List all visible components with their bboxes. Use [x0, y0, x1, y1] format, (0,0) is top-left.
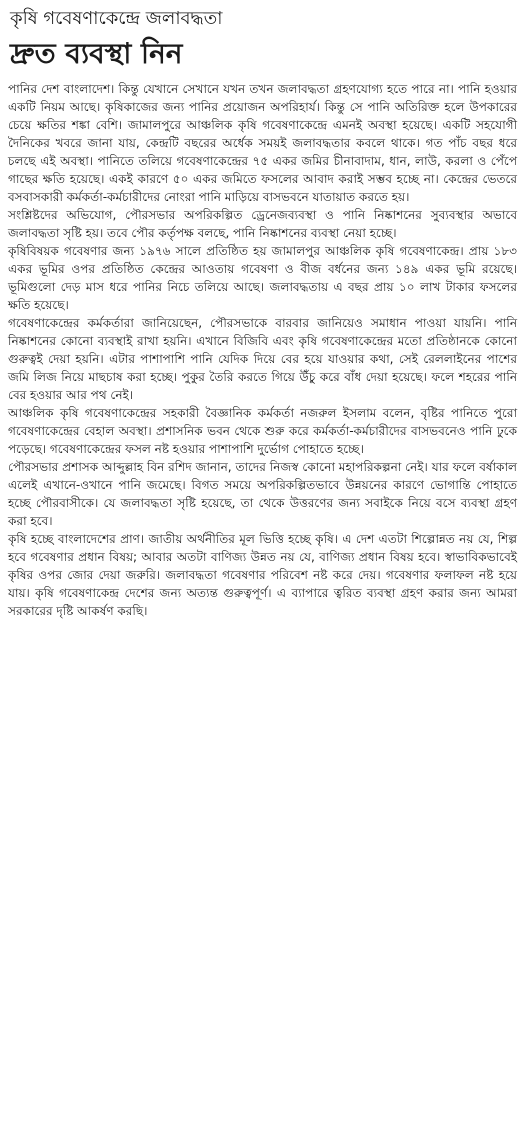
paragraph: পানির দেশ বাংলাদেশ। কিন্তু যেখানে সেখানে যখন তখন জলাবদ্ধতা গ্রহণযোগ্য হতে পারে না। পানি হওয়ার একটি নিয়ম আছে। কৃষিকাজের জন্য পানির প্রয়োজন অপরিহার্য। কিন্তু সে পানি অতিরিক্ত হলে উপকারের চেয়ে ক্ষতির শঙ্কা বেশি। জামালপুরে আঞ্চলিক কৃষি গবেষণাকেন্দ্রে এমনই অবস্থা হয়েছে। একটি সহযোগী দৈনিকের খবরে জানা যায়, কেন্দ্রটি বছরের অর্ধেক সময়ই জলাবদ্ধতার কবলে থাকে। গত পাঁচ বছর ধরে চলছে এই অবস্থা। পানিতে তলিয়ে গবেষণাকেন্দ্রের ৭৫ একর জমির চীনাবাদাম, ধান, লাউ, করলা ও পেঁপে গাছের ক্ষতি হয়েছে। একই কারণে ৫০ একর জমিতে ফসলের আবাদ করাই সম্ভব হচ্ছে না। কেন্দ্রের ভেতরে বসবাসকারী কর্মকর্তা-কর্মচারীদের নোংরা পানি মাড়িয়ে বাসভবনে যাতায়াত করতে হয়। [8, 82, 517, 204]
paragraph: গবেষণাকেন্দ্রের কর্মকর্তারা জানিয়েছেন, পৌরসভাকে বারবার জানিয়েও সমাধান পাওয়া যায়নি। পানি নিষ্কাশনের কোনো ব্যবস্থাই রাখা হয়নি। এখানে বিজিবি এবং কৃষি গবেষণাকেন্দ্রের মতো প্রতিষ্ঠানকে কোনো গুরুত্বই দেয়া হয়নি। এটার পাশাপাশি পানি যেদিক দিয়ে বের হয়ে যাওয়ার কথা, সেই রেললাইনের পাশের জমি লিজ নিয়ে মাছচাষ করা হচ্ছে। পুকুর তৈরি করতে গিয়ে উঁচু করে বাঁধ দেয়া হয়েছে। ফলে শহরের পানি বের হওয়ার আর পথ নেই। [8, 316, 517, 402]
paragraph: সংশ্লিষ্টদের অভিযোগ, পৌরসভার অপরিকল্পিত ড্রেনেজব্যবস্থা ও পানি নিষ্কাশনের সুব্যবস্থার অভাবে জলাবদ্ধতা সৃষ্টি হয়। তবে পৌর কর্তৃপক্ষ বলছে, পানি নিষ্কাশনের ব্যবস্থা নেয়া হচ্ছে। [8, 208, 517, 240]
headline-title: দ্রুত ব্যবস্থা নিন [10, 37, 183, 70]
paragraph: কৃষি হচ্ছে বাংলাদেশের প্রাণ। জাতীয় অর্থনীতির মূল ভিত্তি হচ্ছে কৃষি। এ দেশ এতটা শিল্পোন্নত নয় যে, শিল্প হবে গবেষণার প্রধান বিষয়; আবার অতটা বাণিজ্য উন্নত নয় যে, বাণিজ্য প্রধান বিষয় হবে। স্বাভাবিকভাবেই কৃষির ওপর জোর দেয়া জরুরি। জলাবদ্ধতা গবেষণার পরিবেশ নষ্ট করে দেয়। গবেষণার ফলাফল নষ্ট হয়ে যায়। কৃষি গবেষণাকেন্দ্র দেশের জন্য অত্যন্ত গুরুত্বপূর্ণ। এ ব্যাপারে ত্বরিত ব্যবস্থা গ্রহণ করার জন্য আমরা সরকারের দৃষ্টি আকর্ষণ করছি। [8, 532, 517, 618]
article-body [8, 80, 517, 620]
paragraph: আঞ্চলিক কৃষি গবেষণাকেন্দ্রের সহকারী বৈজ্ঞানিক কর্মকর্তা নজরুল ইসলাম বলেন, বৃষ্টির পানিতে পুরো গবেষণাকেন্দ্রের বেহাল অবস্থা। প্রশাসনিক ভবন থেকে শুরু করে কর্মকর্তা-কর্মচারীদের বাসভবনেও পানি ঢুকে পড়েছে। গবেষণাকেন্দ্রের ফসল নষ্ট হওয়ার পাশাপাশি দুর্ভোগ পোহাতে হচ্ছে। [8, 406, 517, 456]
paragraph: কৃষিবিষয়ক গবেষণার জন্য ১৯৭৬ সালে প্রতিষ্ঠিত হয় জামালপুর আঞ্চলিক কৃষি গবেষণাকেন্দ্র। প্রায় ১৮৩ একর ভূমির ওপর প্রতিষ্ঠিত কেন্দ্রের আওতায় গবেষণা ও বীজ বর্ধনের জন্য ১৪৯ একর ভূমি রয়েছে। ভূমিগুলো দেড় মাস ধরে পানির নিচে তলিয়ে আছে। জলাবদ্ধতায় এ বছর প্রায় ১০ লাখ টাকার ফসলের ক্ষতি হয়েছে। [8, 244, 517, 312]
paragraph: পৌরসভার প্রশাসক আব্দুল্লাহ বিন রশিদ জানান, তাদের নিজস্ব কোনো মহাপরিকল্পনা নেই। যার ফলে বর্ষাকাল এলেই এখানে-ওখানে পানি জমেছে। বিগত সময়ে অপরিকল্পিতভাবে উন্নয়নের কারণে ভোগান্তি পোহাতে হচ্ছে পৌরবাসীকে। যে জলাবদ্ধতা সৃষ্টি হয়েছে, তা থেকে উত্তরণের জন্য সবাইকে নিয়ে বসে ব্যবস্থা গ্রহণ করা হবে। [8, 460, 517, 528]
headline-kicker: কৃষি গবেষণাকেন্দ্রে জলাবদ্ধতা [10, 8, 223, 29]
